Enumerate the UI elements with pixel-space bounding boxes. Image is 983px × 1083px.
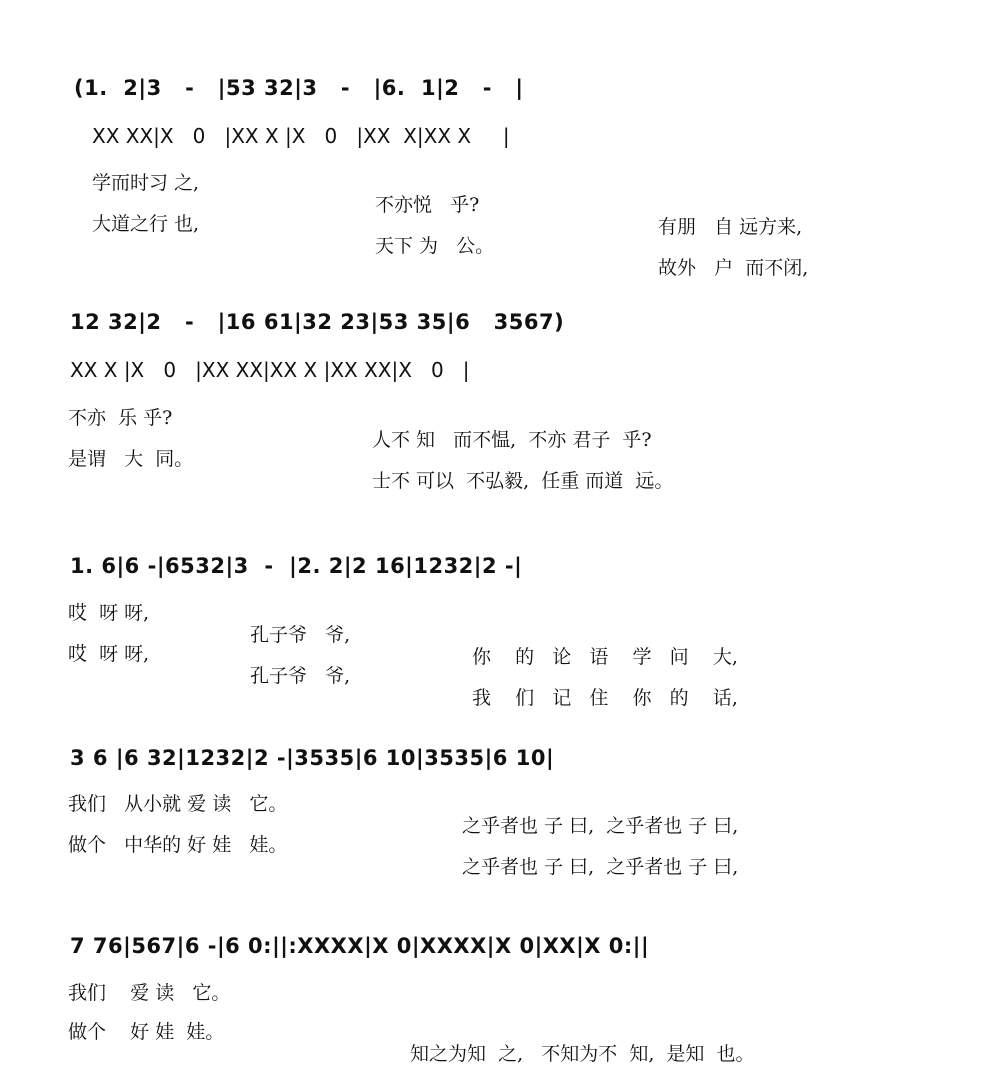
lyric-segment: 士不 可以 不弘毅, 任重 而道 远。 xyxy=(372,470,674,492)
rhythm-segment: XX X |X 0 |XX XX|XX X |XX XX|X 0 | xyxy=(70,358,470,382)
lyric-segment: 孔子爷 爷, xyxy=(250,624,351,646)
lyric-segment: 是谓 大 同。 xyxy=(68,448,194,470)
lyric-segment: 学而时习 之, xyxy=(92,172,200,194)
lyric-line xyxy=(0,808,983,896)
lyric-segment: 哎 呀 呀, xyxy=(68,643,150,665)
notation-segment: 3 6 |6 32|1232|2 -|3535|6 10|3535|6 10| xyxy=(70,746,555,770)
lyric-segment: 我们 爱 读 它。 xyxy=(68,982,231,1004)
notation-segment: 7 76|567|6 -|6 0:||:XXXX|X 0|XXXX|X 0|XX|X 0:|| xyxy=(70,934,650,958)
notation-segment: (1. 2|3 - |53 32|3 - |6. 1|2 - | xyxy=(74,76,524,100)
lyric-segment: 哎 呀 呀, xyxy=(68,602,150,624)
lyric-segment: 不亦 乐 乎? xyxy=(68,407,173,429)
lyric-segment: 我们 从小就 爱 读 它。 xyxy=(68,793,288,815)
rhythm-segment: XX XX|X 0 |XX X |X 0 |XX X|XX X | xyxy=(92,124,510,148)
lyric-segment: 做个 好 娃 娃。 xyxy=(68,1021,225,1043)
lyric-segment: 我 们 记 住 你 的 话, xyxy=(472,687,738,709)
lyric-line xyxy=(0,422,983,510)
lyric-segment: 天下 为 公。 xyxy=(375,235,495,257)
lyric-segment: 有朋 自 远方来, xyxy=(658,216,803,238)
lyric-segment: 知之为知 之, 不知为不 知, 是知 也。 xyxy=(410,1043,755,1065)
lyric-segment: 故外 户 而不闭, xyxy=(658,257,809,279)
notation-segment: 12 32|2 - |16 61|32 23|53 35|6 3567) xyxy=(70,310,565,334)
lyric-segment: 人不 知 而不愠, 不亦 君子 乎? xyxy=(372,429,652,451)
lyric-segment: 不亦悦 乎? xyxy=(375,194,480,216)
lyric-segment: 之乎者也 子 曰, 之乎者也 子 曰, xyxy=(462,815,739,837)
lyric-segment: 孔子爷 爷, xyxy=(250,665,351,687)
lyric-segment: 大道之行 也, xyxy=(92,213,200,235)
lyric-line xyxy=(0,995,983,1083)
lyric-segment: 之乎者也 子 曰, 之乎者也 子 曰, xyxy=(462,856,739,878)
lyric-segment: 做个 中华的 好 娃 娃。 xyxy=(68,834,288,856)
lyric-line xyxy=(0,617,983,727)
lyric-segment: 你 的 论 语 学 问 大, xyxy=(472,646,738,668)
lyric-line xyxy=(0,187,983,297)
notation-segment: 1. 6|6 -|6532|3 - |2. 2|2 16|1232|2 -| xyxy=(70,554,523,578)
